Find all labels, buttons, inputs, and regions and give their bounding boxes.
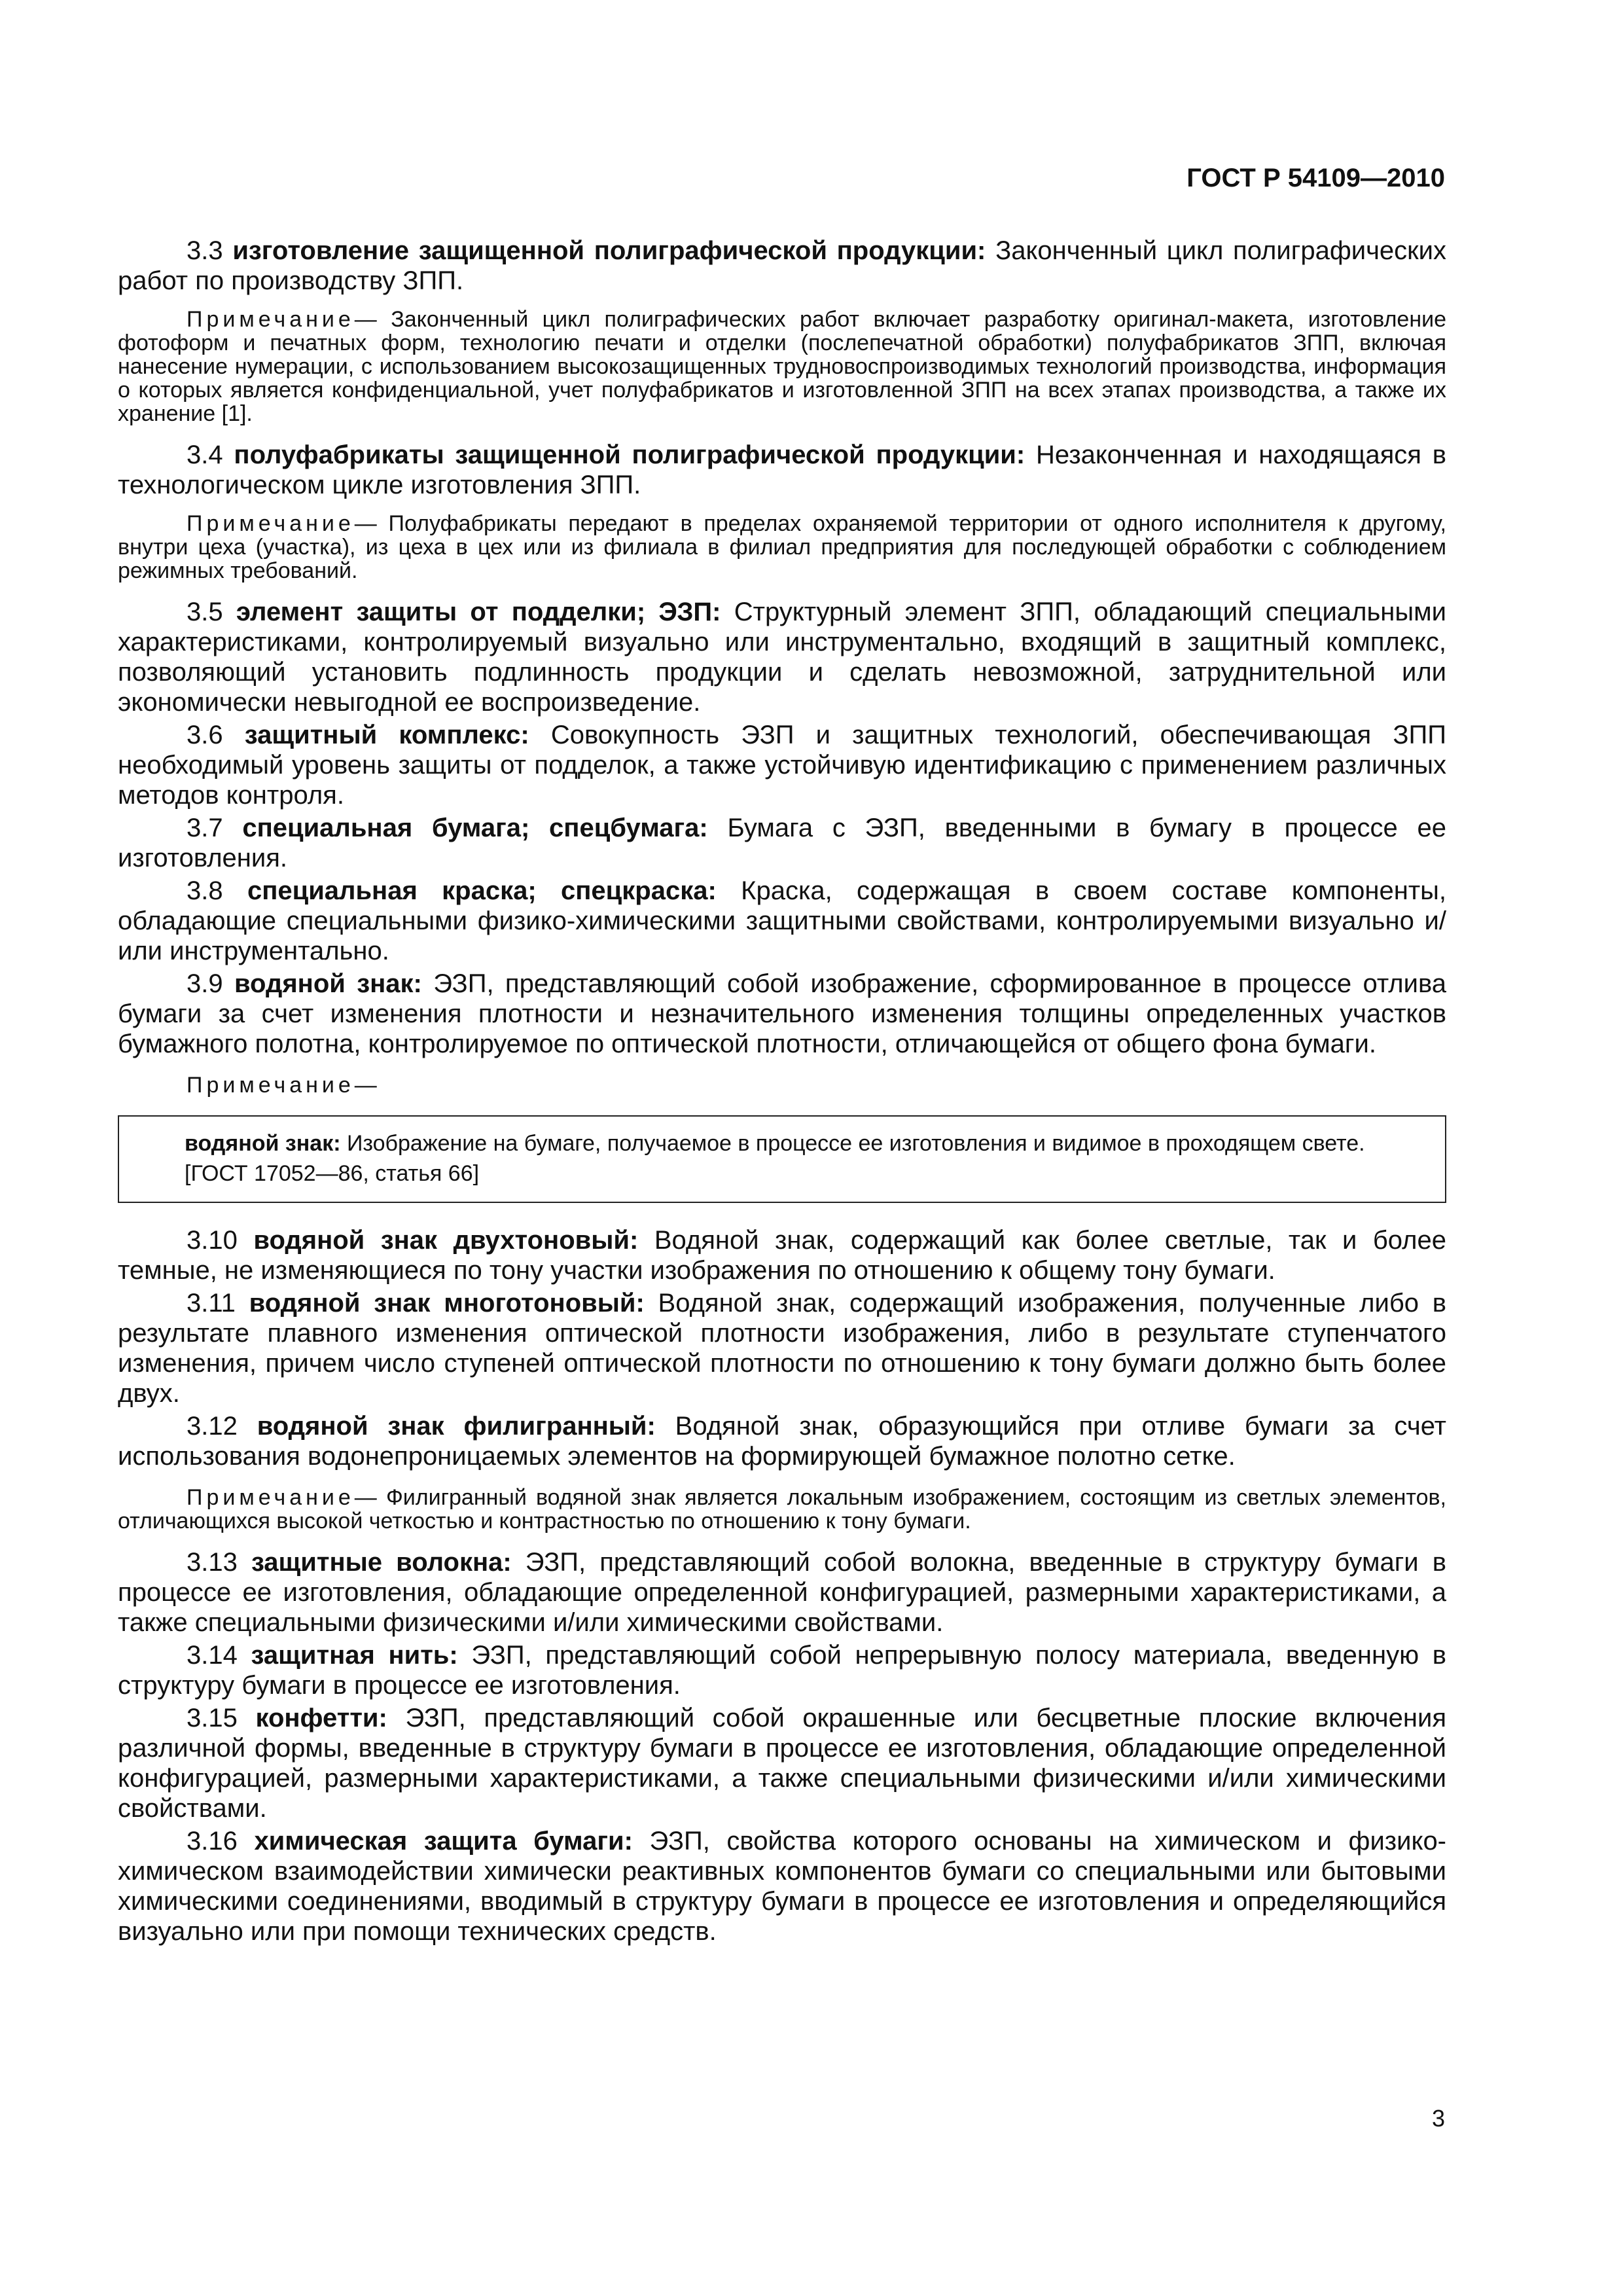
- note-text: Полуфабрикаты передают в пределах охраняемой территории от одного исполнителя к другому, внутри цеха (участка), из цеха в цех или из филиала в филиал предприятия для последующей обработки с соблюдением режимных требований.: [118, 511, 1446, 583]
- term-definition: Структурный элемент ЗПП, обладающий специальными характеристиками, контролируемый визуально или инструментально, входящий в защитный комплекс, позволяющий установить подлинность продукции и сделать невозможной, затруднительной или экономически невыгодной ее воспроизведение.: [118, 598, 1446, 717]
- term-title: специальная краска; спецкраска:: [247, 876, 717, 905]
- term-definition: Законченный цикл полиграфических работ по производству ЗПП.: [118, 236, 1447, 295]
- term-entry-3-3: [118, 236, 1446, 296]
- term-entry-3-11: [118, 1288, 1446, 1408]
- note-3-12: [118, 1486, 1446, 1533]
- note-dash: —: [354, 307, 377, 332]
- note-label: Примечание: [187, 511, 355, 536]
- term-number: 3.15: [187, 1704, 238, 1732]
- term-entry-3-4: [118, 440, 1446, 500]
- term-entry-3-8: [118, 876, 1446, 966]
- reference-definition-box: [118, 1115, 1446, 1203]
- note-dash: —: [354, 511, 377, 536]
- term-definition: Бумага с ЭЗП, введенными в бумагу в процессе ее изготовления.: [118, 814, 1446, 872]
- term-title: водяной знак двухтоновый:: [253, 1226, 639, 1255]
- term-number: 3.12: [187, 1412, 238, 1441]
- term-definition: ЭЗП, представляющий собой окрашенные или бесцветные плоские включения различной формы, введенные в структуру бумаги в процессе ее изготовления, обладающие определенной конфигурацией, размерными характеристиками, а также специальными физическими и/или химическими свойствами.: [118, 1704, 1446, 1823]
- term-number: 3.8: [187, 876, 223, 905]
- term-number: 3.16: [187, 1827, 238, 1856]
- term-definition: ЭЗП, представляющий собой волокна, введенные в структуру бумаги в процессе ее изготовления, обладающие определенной конфигурацией, размерными характеристиками, а также специальными физическими и/или химическими свойствами.: [118, 1548, 1446, 1637]
- box-definition-text: Изображение на бумаге, получаемое в процессе ее изготовления и видимое в проходящем свете.: [346, 1131, 1365, 1156]
- term-definition: ЭЗП, представляющий собой изображение, сформированное в процессе отлива бумаги за счет изменения плотности и незначительного изменения толщины определенных участков бумажного полотна, контролируемое по оптической плотности, отличающейся от общего фона бумаги.: [118, 969, 1446, 1058]
- term-entry-3-15: [118, 1703, 1446, 1823]
- term-title: конфетти:: [255, 1704, 387, 1732]
- term-title: водяной знак филигранный:: [257, 1412, 656, 1441]
- term-title: специальная бумага; спецбумага:: [242, 814, 708, 842]
- term-number: 3.9: [187, 969, 223, 998]
- term-number: 3.4: [187, 440, 223, 469]
- standard-id: ГОСТ Р 54109—2010: [1186, 164, 1445, 192]
- term-definition: Водяной знак, образующийся при отливе бумаги за счет использования водонепроницаемых элементов на формирующей бумажное полотно сетке.: [118, 1412, 1447, 1471]
- box-source: [ГОСТ 17052—86, статья 66]: [185, 1161, 480, 1186]
- term-title: изготовление защищенной полиграфической продукции:: [232, 236, 986, 265]
- note-label: Примечание: [187, 307, 355, 332]
- box-definition: [185, 1128, 1432, 1158]
- note-3-9: [118, 1073, 1446, 1097]
- term-title: химическая защита бумаги:: [254, 1827, 633, 1856]
- term-number: 3.14: [187, 1641, 238, 1670]
- term-entry-3-13: [118, 1547, 1446, 1638]
- note-3-4: [118, 512, 1446, 583]
- term-entry-3-9: [118, 969, 1446, 1059]
- term-definition: Краска, содержащая в своем составе компоненты, обладающие специальными физико-химическими защитными свойствами, контролируемыми визуально и/или инструментально.: [118, 876, 1446, 965]
- term-entry-3-6: [118, 720, 1446, 810]
- note-text: Законченный цикл полиграфических работ включает разработку оригинал-макета, изготовление фотоформ и печатных форм, технологию печати и отделки (послепечатной обработки) полуфабрикатов ЗПП, включая нанесение нумерации, с использованием высокозащищенных трудновоспроизводимых технологий производства, информация о которых является конфиденциальной, учет полуфабрикатов и изготовленной ЗПП на всех этапах производства, а также их хранение [1].: [118, 307, 1446, 426]
- term-definition: Незаконченная и находящаяся в технологическом цикле изготовления ЗПП.: [118, 440, 1446, 499]
- term-entry-3-14: [118, 1640, 1446, 1700]
- note-label: Примечание: [187, 1073, 355, 1098]
- page-number: 3: [1431, 2105, 1445, 2132]
- term-definition: Водяной знак, содержащий изображения, полученные либо в результате плавного изменения оптической плотности изображения, либо в результате ступенчатого изменения, причем число ступеней оптической плотности по отношению к тону бумаги должно быть более двух.: [118, 1289, 1446, 1408]
- term-entry-3-7: [118, 813, 1446, 873]
- term-entry-3-12: [118, 1411, 1446, 1471]
- term-number: 3.5: [187, 598, 223, 626]
- note-dash: —: [354, 1485, 377, 1510]
- term-title: защитный комплекс:: [244, 721, 529, 749]
- term-number: 3.13: [187, 1548, 238, 1577]
- note-label: Примечание: [187, 1485, 355, 1510]
- term-title: полуфабрикаты защищенной полиграфической продукции:: [234, 440, 1026, 469]
- note-text: Филигранный водяной знак является локальным изображением, состоящим из светлых элементов, отличающихся высокой четкостью и контрастностью по отношению к тону бумаги.: [118, 1485, 1447, 1534]
- term-entry-3-10: [118, 1225, 1446, 1285]
- term-definition: ЭЗП, свойства которого основаны на химическом и физико-химическом взаимодействии химически реактивных компонентов бумаги со специальными или бытовыми химическими соединениями, вводимый в структуру бумаги в процессе ее изготовления и определяющийся визуально или при помощи технических средств.: [118, 1827, 1447, 1946]
- term-definition: ЭЗП, представляющий собой непрерывную полосу материала, введенную в структуру бумаги в процессе ее изготовления.: [118, 1641, 1447, 1700]
- term-title: элемент защиты от подделки; ЭЗП:: [236, 598, 721, 626]
- term-title: водяной знак многотоновый:: [249, 1289, 645, 1318]
- term-number: 3.6: [187, 721, 223, 749]
- note-dash: —: [354, 1073, 377, 1098]
- term-title: защитная нить:: [251, 1641, 458, 1670]
- term-number: 3.3: [187, 236, 223, 265]
- term-entry-3-5: [118, 597, 1446, 717]
- note-3-3: [118, 308, 1446, 425]
- term-title: водяной знак:: [234, 969, 422, 998]
- term-number: 3.10: [187, 1226, 238, 1255]
- document-body: [118, 236, 1446, 1946]
- box-term: водяной знак:: [185, 1131, 341, 1156]
- term-title: защитные волокна:: [251, 1548, 512, 1577]
- term-number: 3.7: [187, 814, 223, 842]
- term-definition: Совокупность ЭЗП и защитных технологий, обеспечивающая ЗПП необходимый уровень защиты от подделок, а также устойчивую идентификацию с применением различных методов контроля.: [118, 721, 1446, 810]
- term-number: 3.11: [187, 1289, 236, 1318]
- term-entry-3-16: [118, 1826, 1446, 1946]
- term-definition: Водяной знак, содержащий как более светлые, так и более темные, не изменяющиеся по тону участки изображения по отношению к общему тону бумаги.: [118, 1226, 1447, 1285]
